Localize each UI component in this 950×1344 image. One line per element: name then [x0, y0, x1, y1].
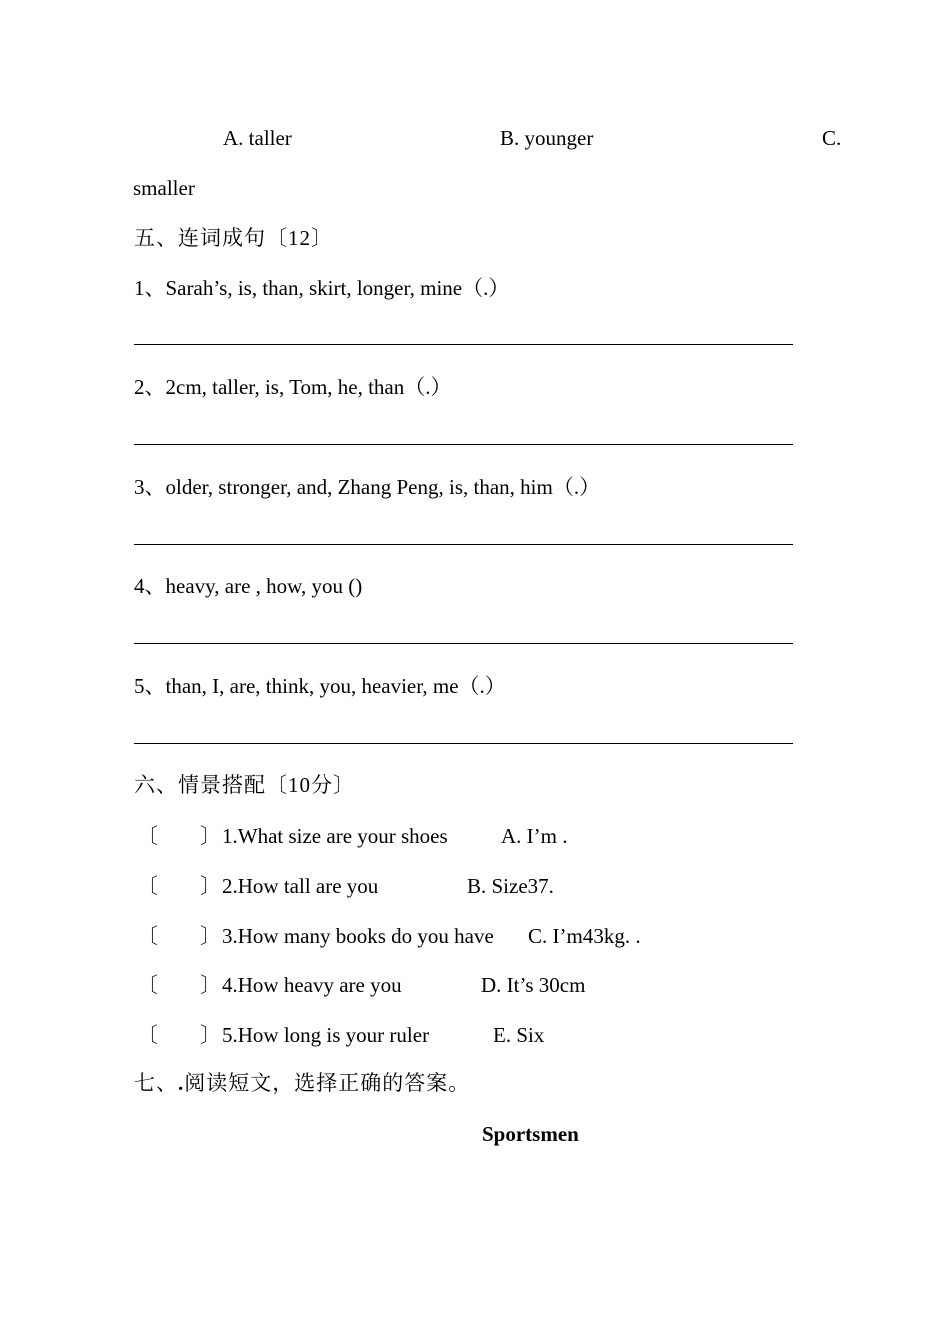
section7-heading-prefix: 七、: [134, 1071, 178, 1095]
option-a: A. taller: [223, 126, 292, 150]
section5-item-1: 1、Sarah’s, is, than, skirt, longer, mine（.）: [134, 276, 510, 300]
match-answer-b: B. Size37.: [467, 874, 554, 898]
section5-item-2: 2、2cm, taller, is, Tom, he, than（.）: [134, 375, 452, 399]
match-question-3: 3.How many books do you have: [222, 924, 494, 948]
section6-heading: 六、情景搭配〔10分〕: [134, 773, 355, 797]
match-bracket-2[interactable]: 〔 〕: [137, 874, 221, 898]
match-answer-e: E. Six: [493, 1023, 545, 1047]
option-c: C.: [822, 126, 842, 150]
option-c-continued: smaller: [133, 176, 195, 200]
section5-item-4: 4、heavy, are , how, you (): [134, 574, 363, 598]
section5-item-3: 3、older, stronger, and, Zhang Peng, is, than, him（.）: [134, 475, 601, 499]
match-answer-a: A. I’m .: [501, 824, 568, 848]
match-question-5: 5.How long is your ruler: [222, 1023, 430, 1047]
section7-heading-text: 阅读短文，选择正确的答案。: [184, 1071, 471, 1095]
match-bracket-3[interactable]: 〔 〕: [137, 924, 221, 948]
match-answer-c: C. I’m43kg. .: [528, 924, 641, 948]
section5-heading: 五、连词成句〔12〕: [134, 226, 333, 250]
match-bracket-1[interactable]: 〔 〕: [137, 824, 221, 848]
match-question-2: 2.How tall are you: [222, 874, 379, 898]
match-bracket-4[interactable]: 〔 〕: [137, 973, 221, 997]
answer-line-4[interactable]: [134, 643, 793, 644]
match-question-4: 4.How heavy are you: [222, 973, 402, 997]
section7-heading-dot: .: [178, 1071, 185, 1095]
passage-title: Sportsmen: [482, 1122, 579, 1146]
answer-line-3[interactable]: [134, 544, 793, 545]
match-answer-d: D. It’s 30cm: [481, 973, 586, 997]
option-b: B. younger: [500, 126, 594, 150]
match-bracket-5[interactable]: 〔 〕: [137, 1023, 221, 1047]
answer-line-1[interactable]: [134, 344, 793, 345]
section5-item-5: 5、than, I, are, think, you, heavier, me（.）: [134, 674, 506, 698]
answer-line-2[interactable]: [134, 444, 793, 445]
answer-line-5[interactable]: [134, 743, 793, 744]
section7-heading: [134, 1071, 470, 1095]
match-question-1: 1.What size are your shoes: [222, 824, 448, 848]
